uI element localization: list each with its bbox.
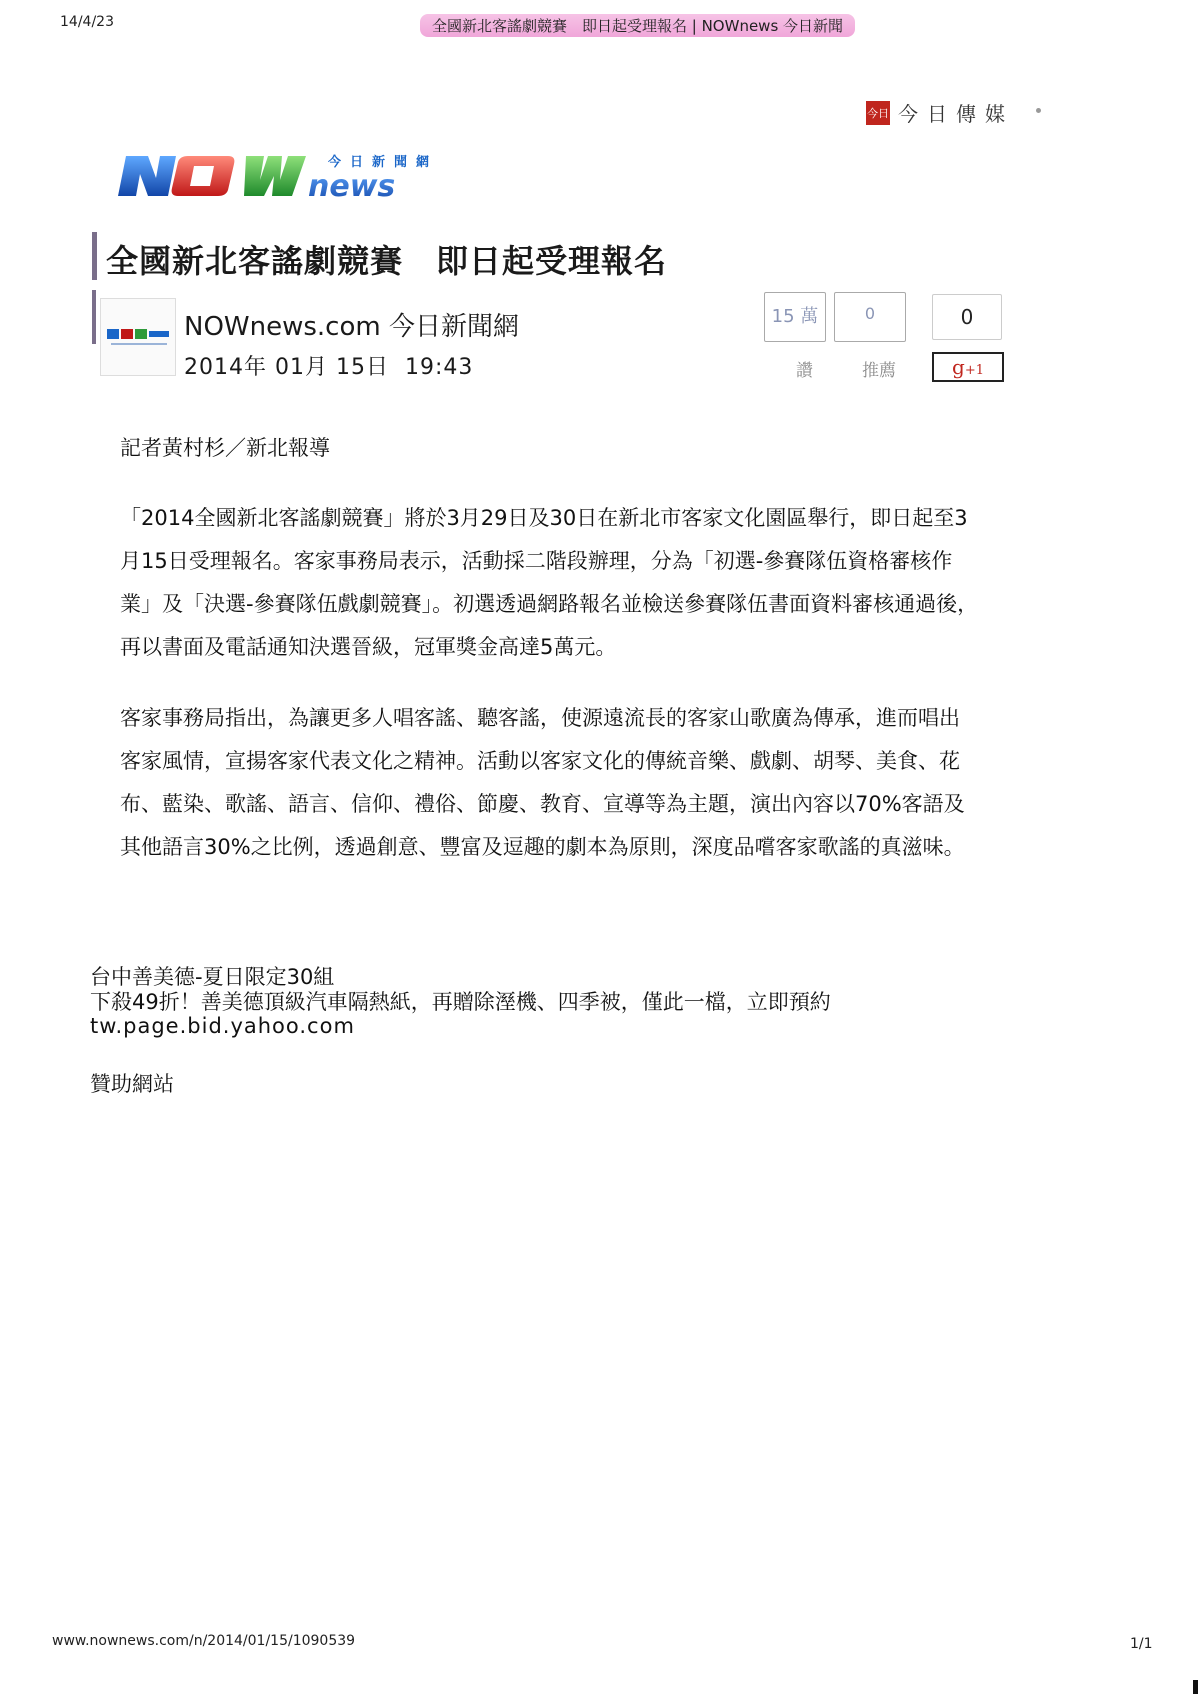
google-plus-icon: g (952, 355, 965, 379)
brand-name: 今日傳媒 (898, 102, 1014, 126)
reporter-line: 記者黃村杉／新北報導 (120, 436, 330, 460)
plus-one-counter: 0 (932, 294, 1002, 340)
headline-accent-bar (92, 232, 97, 280)
print-date: 14/4/23 (60, 14, 114, 30)
logo-subtitle: 今日新聞網 (328, 155, 439, 170)
author-name[interactable]: NOWnews.com 今日新聞網 (184, 312, 519, 342)
views-counter: 15 萬 (764, 292, 826, 342)
google-plus-suffix: +1 (964, 363, 984, 378)
article-paragraph: 「2014全國新北客謠劇競賽」將於3月29日及30日在新北市客家文化園區舉行，即日起至3月15日受理報名。客家事務局表示，活動採二階段辦理，分為「初選-參賽隊伍資格審核作業」及「決選-參賽隊伍戲劇競賽」。初選透過網路報名並檢送參賽隊伍書面資料審核通過後，再以書面及電話通知決選晉級，冠軍獎金高達5萬元。 (120, 506, 979, 659)
author-logo-icon (101, 299, 175, 375)
brand-seal-icon: 今日 (866, 101, 890, 125)
ad-title-link[interactable]: 台中善美德-夏日限定30組 (90, 965, 335, 989)
ad-description: 下殺49折！善美德頂級汽車隔熱紙，再贈除溼機、四季被，僅此一檔，立即預約 (90, 990, 831, 1014)
byline-accent-bar (92, 290, 96, 344)
nownews-logo-icon (118, 146, 448, 208)
ad-url-link[interactable]: tw.page.bid.yahoo.com (90, 1014, 355, 1038)
like-button[interactable]: 讚 (796, 361, 813, 381)
brand-header[interactable] (866, 98, 1014, 127)
article-headline: 全國新北客謠劇競賽 即日起受理報名 (106, 242, 668, 280)
svg-text:news: news (308, 169, 396, 204)
author-avatar[interactable] (100, 298, 176, 376)
post-date: 2014年 01月 15日 19:43 (184, 355, 474, 380)
nownews-logo[interactable] (118, 146, 448, 208)
print-page-title: 全國新北客謠劇競賽 即日起受理報名 | NOWnews 今日新聞 (420, 14, 855, 37)
recommend-counter: 0 (834, 292, 906, 342)
scan-mark (1193, 1680, 1198, 1694)
print-page-number: 1/1 (1130, 1636, 1153, 1652)
sponsor-label[interactable]: 贊助網站 (90, 1072, 174, 1096)
article-paragraph: 客家事務局指出，為讓更多人唱客謠、聽客謠，使源遠流長的客家山歌廣為傳承，進而唱出客家風情，宣揚客家代表文化之精神。活動以客家文化的傳統音樂、戲劇、胡琴、美食、花布、藍染、歌謠、語言、信仰、禮俗、節慶、教育、宣導等為主題，演出內容以70%客語及其他語言30%之比例，透過創意、豐富及逗趣的劇本為原則，深度品嚐客家歌謠的真滋味。 (120, 706, 965, 859)
print-footer-url: www.nownews.com/n/2014/01/15/1090539 (52, 1633, 356, 1649)
dot-icon (1036, 108, 1041, 113)
recommend-button[interactable]: 推薦 (862, 361, 896, 381)
google-plus-button[interactable] (932, 352, 1004, 382)
